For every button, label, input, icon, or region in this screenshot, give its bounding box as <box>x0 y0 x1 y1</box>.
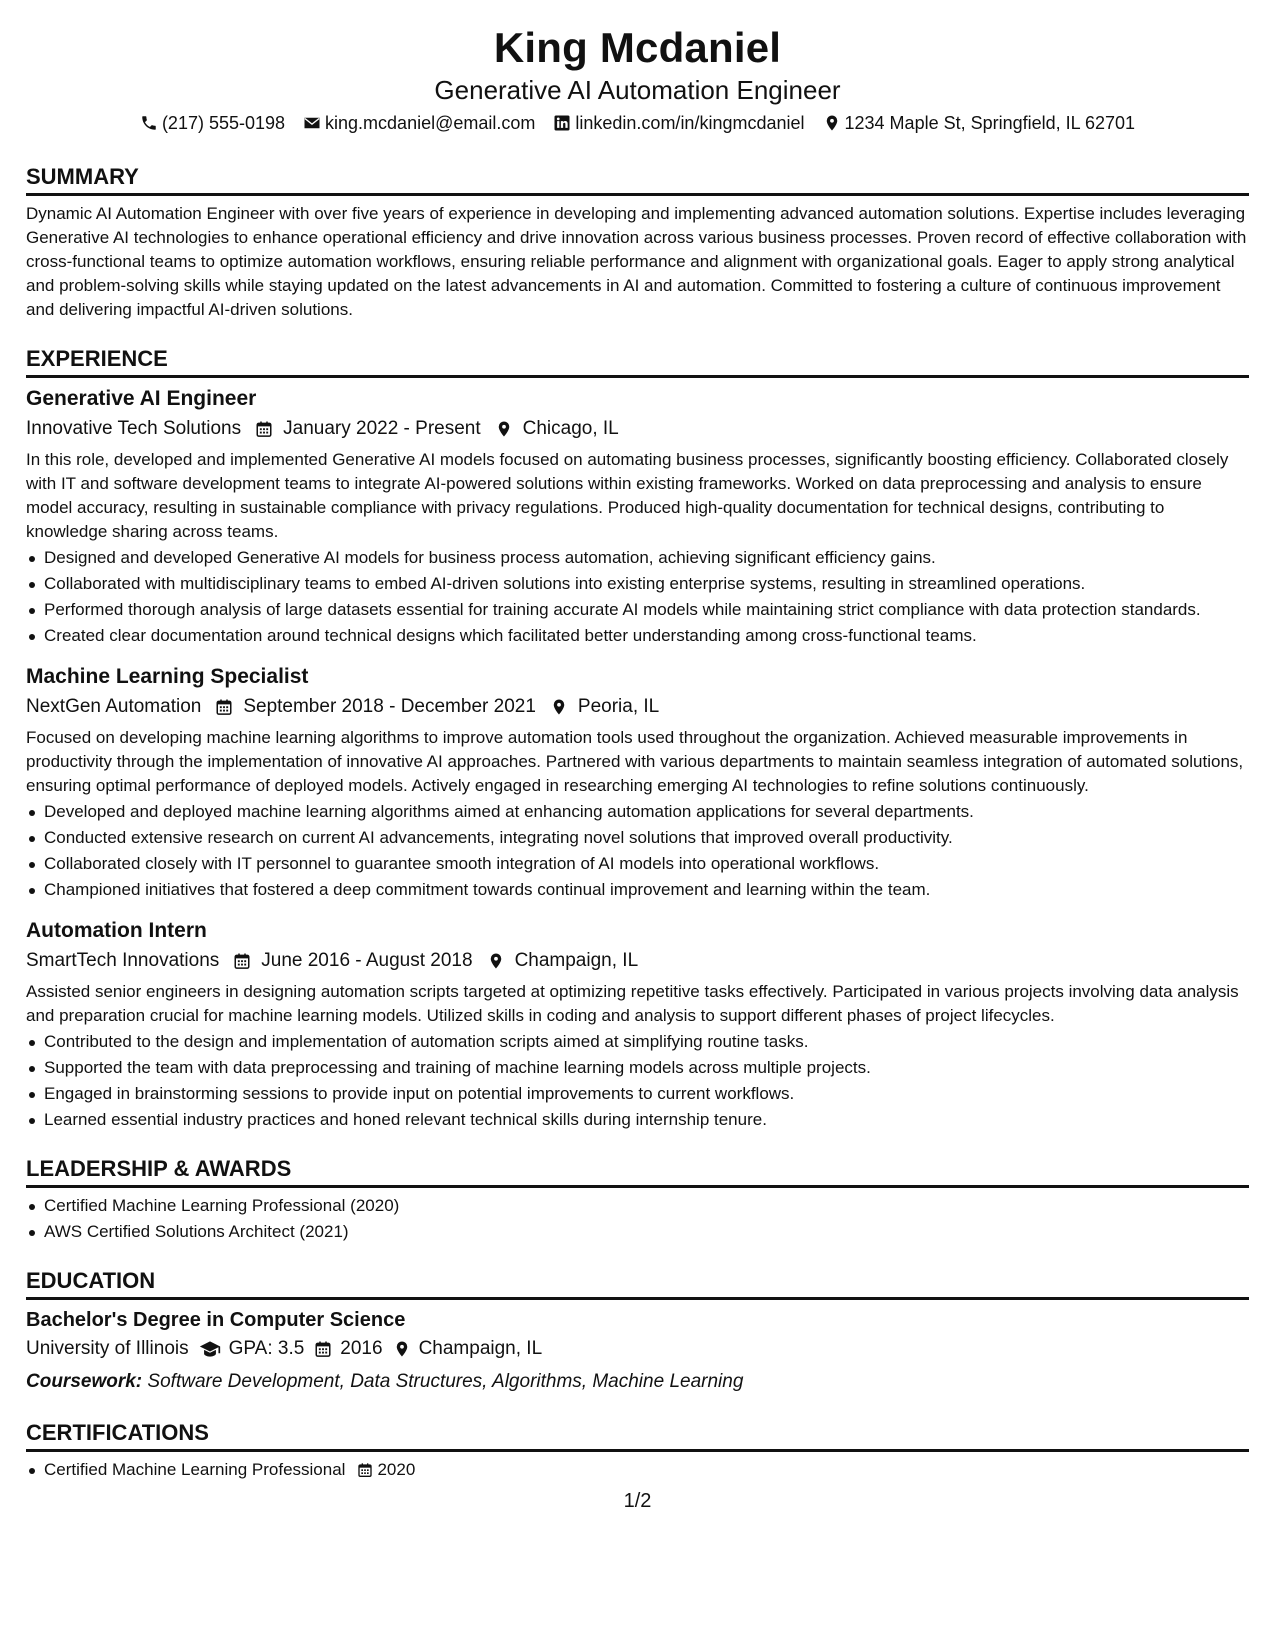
graduation-year: 2016 <box>340 1338 383 1359</box>
map-pin-icon <box>487 952 505 970</box>
calendar-icon <box>255 420 273 438</box>
job-title: Automation Intern <box>26 919 207 942</box>
certification-year: 2020 <box>377 1460 416 1479</box>
contact-bar <box>26 110 1249 136</box>
page-number: 1/2 <box>623 1490 652 1512</box>
calendar-icon <box>215 698 233 716</box>
job-bullets <box>26 546 1249 648</box>
list-item: AWS Certified Solutions Architect (2021) <box>26 1220 1249 1244</box>
coursework-list: Software Development, Data Structures, Algorithms, Machine Learning <box>147 1371 744 1392</box>
list-item: Performed thorough analysis of large datasets essential for training accurate AI models while maintaining strict compliance with data protection standards. <box>26 598 1249 622</box>
job-location: Peoria, IL <box>577 696 660 717</box>
contact-linkedin[interactable] <box>553 110 804 136</box>
leadership-heading: LEADERSHIP & AWARDS <box>26 1154 1249 1188</box>
phone-icon <box>140 114 158 132</box>
education-section <box>26 1266 1249 1396</box>
job-location: Champaign, IL <box>514 950 639 971</box>
list-item: Collaborated with multidisciplinary teams to embed AI-driven solutions into existing enterprise systems, resulting in streamlined operations. <box>26 572 1249 596</box>
map-pin-icon <box>823 114 841 132</box>
education-meta <box>26 1334 1249 1364</box>
job-meta <box>26 692 1249 722</box>
resume-header <box>26 22 1249 136</box>
contact-email[interactable] <box>303 110 535 136</box>
graduation-cap-icon <box>199 1339 221 1359</box>
calendar-icon <box>357 1462 373 1478</box>
job-meta <box>26 946 1249 976</box>
experience-section <box>26 344 1249 1132</box>
leadership-list <box>26 1194 1249 1244</box>
list-item: Collaborated closely with IT personnel to guarantee smooth integration of AI models into operational workflows. <box>26 852 1249 876</box>
address: 1234 Maple St, Springfield, IL 62701 <box>844 113 1136 133</box>
education-heading: EDUCATION <box>26 1266 1249 1300</box>
envelope-icon <box>303 114 321 132</box>
summary-text: Dynamic AI Automation Engineer with over five years of experience in developing and implementing advanced automation solutions. Expertise includes leveraging Generative AI technologies to enhance operational efficiency and drive innovation across various business processes. Proven record of effective collaboration with cross-functional teams to optimize automation workflows, ensuring reliable performance and alignment with organizational goals. Eager to apply strong analytical and problem-solving skills while staying updated on the latest advancements in AI and automation. Committed to fostering a culture of continuous improvement and delivering impactful AI-driven solutions. <box>26 204 1247 319</box>
map-pin-icon <box>393 1340 411 1358</box>
candidate-name: King Mcdaniel <box>493 24 782 71</box>
job-title: Generative AI Engineer <box>26 387 257 410</box>
map-pin-icon <box>550 698 568 716</box>
coursework <box>26 1368 1249 1396</box>
school-name: University of Illinois <box>26 1338 189 1359</box>
certification-entry <box>44 1458 415 1482</box>
list-item: Designed and developed Generative AI models for business process automation, achieving significant efficiency gains. <box>26 546 1249 570</box>
summary-heading: SUMMARY <box>26 162 1249 196</box>
contact-phone <box>140 110 285 136</box>
contact-address <box>823 110 1136 136</box>
phone-number: (217) 555-0198 <box>161 113 286 133</box>
calendar-icon <box>233 952 251 970</box>
linkedin-url[interactable]: linkedin.com/in/kingmcdaniel <box>575 113 805 133</box>
job-dates: January 2022 - Present <box>283 418 481 439</box>
job-bullets <box>26 1030 1249 1132</box>
list-item: Supported the team with data preprocessing and training of machine learning models across multiple projects. <box>26 1056 1249 1080</box>
certification-name: Certified Machine Learning Professional <box>44 1460 346 1479</box>
list-item: Engaged in brainstorming sessions to provide input on potential improvements to current workflows. <box>26 1082 1249 1106</box>
list-item: Developed and deployed machine learning algorithms aimed at enhancing automation applications for several departments. <box>26 800 1249 824</box>
certifications-list <box>26 1458 1249 1482</box>
job-location: Chicago, IL <box>522 418 619 439</box>
list-item: Conducted extensive research on current AI advancements, integrating novel solutions that improved overall productivity. <box>26 826 1249 850</box>
job-entry <box>26 916 1249 1132</box>
list-item: Certified Machine Learning Professional (2020) <box>26 1194 1249 1218</box>
list-item: Created clear documentation around technical designs which facilitated better understanding among cross-functional teams. <box>26 624 1249 648</box>
calendar-icon <box>314 1340 332 1358</box>
linkedin-icon <box>553 114 571 132</box>
job-company: Innovative Tech Solutions <box>26 418 242 439</box>
summary-section <box>26 162 1249 322</box>
experience-heading: EXPERIENCE <box>26 344 1249 378</box>
candidate-title: Generative AI Automation Engineer <box>434 75 841 105</box>
list-item: Championed initiatives that fostered a deep commitment towards continual improvement and learning within the team. <box>26 878 1249 902</box>
job-entry <box>26 384 1249 648</box>
leadership-section <box>26 1154 1249 1244</box>
job-description: In this role, developed and implemented Generative AI models focused on automating business processes, significantly boosting efficiency. Collaborated closely with IT and software development teams to integrate AI-powered solutions within existing frameworks. Worked on data preprocessing and analysis to ensure model accuracy, resulting in sustainable compliance with privacy regulations. Produced high-quality documentation for technical designs, contributing to knowledge sharing across teams. <box>26 450 1229 541</box>
job-description: Focused on developing machine learning algorithms to improve automation tools used throughout the organization. Achieved measurable improvements in productivity through the implementation of innovative AI approaches. Partnered with various departments to maintain seamless integration of automated solutions, ensuring optimal performance of deployed models. Actively engaged in researching emerging AI technologies to refine solutions continuously. <box>26 728 1244 795</box>
job-title: Machine Learning Specialist <box>26 665 309 688</box>
certifications-heading: CERTIFICATIONS <box>26 1418 1249 1452</box>
job-dates: June 2016 - August 2018 <box>261 950 473 971</box>
list-item: Contributed to the design and implementation of automation scripts aimed at simplifying routine tasks. <box>26 1030 1249 1054</box>
list-item <box>26 1458 1249 1482</box>
education-location: Champaign, IL <box>418 1338 543 1359</box>
job-bullets <box>26 800 1249 902</box>
degree-title: Bachelor's Degree in Computer Science <box>26 1309 406 1331</box>
map-pin-icon <box>495 420 513 438</box>
coursework-label: Coursework: <box>26 1371 143 1392</box>
list-item: Learned essential industry practices and honed relevant technical skills during internship tenure. <box>26 1108 1249 1132</box>
job-company: SmartTech Innovations <box>26 950 220 971</box>
gpa: GPA: 3.5 <box>228 1338 305 1359</box>
job-meta <box>26 414 1249 444</box>
certifications-section <box>26 1418 1249 1482</box>
job-entry <box>26 662 1249 902</box>
email-address[interactable]: king.mcdaniel@email.com <box>325 113 536 133</box>
job-dates: September 2018 - December 2021 <box>243 696 536 717</box>
job-company: NextGen Automation <box>26 696 202 717</box>
job-description: Assisted senior engineers in designing automation scripts targeted at optimizing repetitive tasks effectively. Participated in various projects involving data analysis and preparation crucial for machine learning models. Utilized skills in coding and analysis to support different phases of project lifecycles. <box>26 982 1239 1025</box>
